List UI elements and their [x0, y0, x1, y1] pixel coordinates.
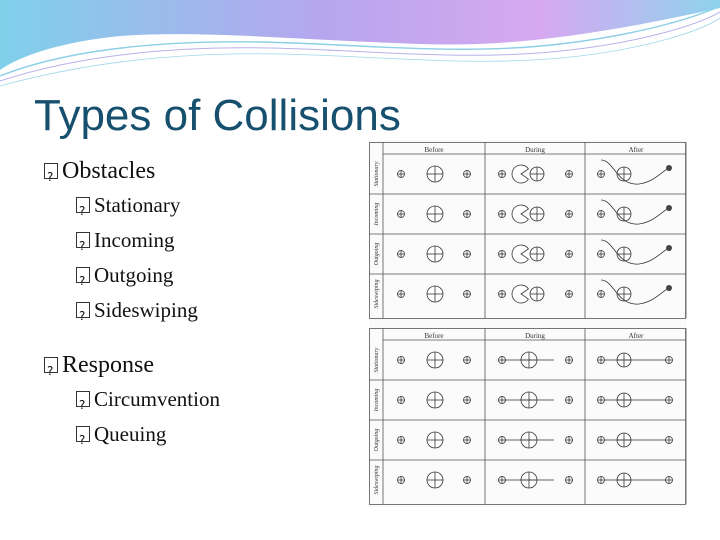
row-label-outgoing: Outgoing [374, 242, 380, 266]
diagram-panel-top [369, 142, 687, 319]
row-label-stationary: Stationary [374, 347, 380, 373]
diagram-panel-bottom [369, 328, 687, 505]
column-header-before: Before [424, 332, 444, 340]
end-point [666, 205, 672, 211]
bullet-text: Queuing [94, 422, 167, 446]
header-wave-decoration [0, 0, 720, 90]
column-header-after: After [628, 332, 644, 340]
slide-title: Types of Collisions [34, 91, 401, 140]
sub-bullet-sideswiping [44, 293, 220, 328]
column-header-after: After [628, 146, 644, 154]
row-label-incoming: Incoming [374, 202, 380, 226]
collision-diagram-figure [369, 140, 687, 508]
column-header-during: During [525, 146, 545, 154]
row-label-sideswiping: Sideswiping [374, 279, 380, 309]
bullet-glyph-icon [44, 357, 58, 373]
bullet-glyph-icon [76, 267, 90, 283]
bullet-glyph-icon [76, 232, 90, 248]
bullet-gap [44, 328, 220, 348]
bullet-glyph-icon [76, 302, 90, 318]
bullet-obstacles [44, 154, 220, 188]
row-label-outgoing: Outgoing [374, 428, 380, 452]
bullet-glyph-icon [44, 163, 58, 179]
bullet-text: Incoming [94, 228, 175, 252]
bullet-glyph-icon [76, 391, 90, 407]
column-header-during: During [525, 332, 545, 340]
bullet-glyph-icon [76, 197, 90, 213]
end-point [666, 285, 672, 291]
column-header-before: Before [424, 146, 444, 154]
bullet-text: Response [62, 352, 154, 378]
end-point [666, 165, 672, 171]
bullet-list [44, 154, 220, 452]
bullet-text: Outgoing [94, 263, 174, 287]
bullet-text: Stationary [94, 193, 181, 217]
bullet-glyph-icon [76, 426, 90, 442]
bullet-response [44, 348, 220, 382]
sub-bullet-stationary [44, 188, 220, 223]
row-label-sideswiping: Sideswiping [374, 465, 380, 495]
collision-diagram-svg [369, 140, 687, 508]
sub-bullet-incoming [44, 223, 220, 258]
sub-bullet-circumvention [44, 382, 220, 417]
bullet-text: Circumvention [94, 387, 220, 411]
end-point [666, 245, 672, 251]
row-label-stationary: Stationary [374, 161, 380, 187]
sub-bullet-outgoing [44, 258, 220, 293]
sub-bullet-queuing [44, 417, 220, 452]
bullet-text: Sideswiping [94, 298, 198, 322]
bullet-text: Obstacles [62, 158, 156, 184]
row-label-incoming: Incoming [374, 388, 380, 412]
